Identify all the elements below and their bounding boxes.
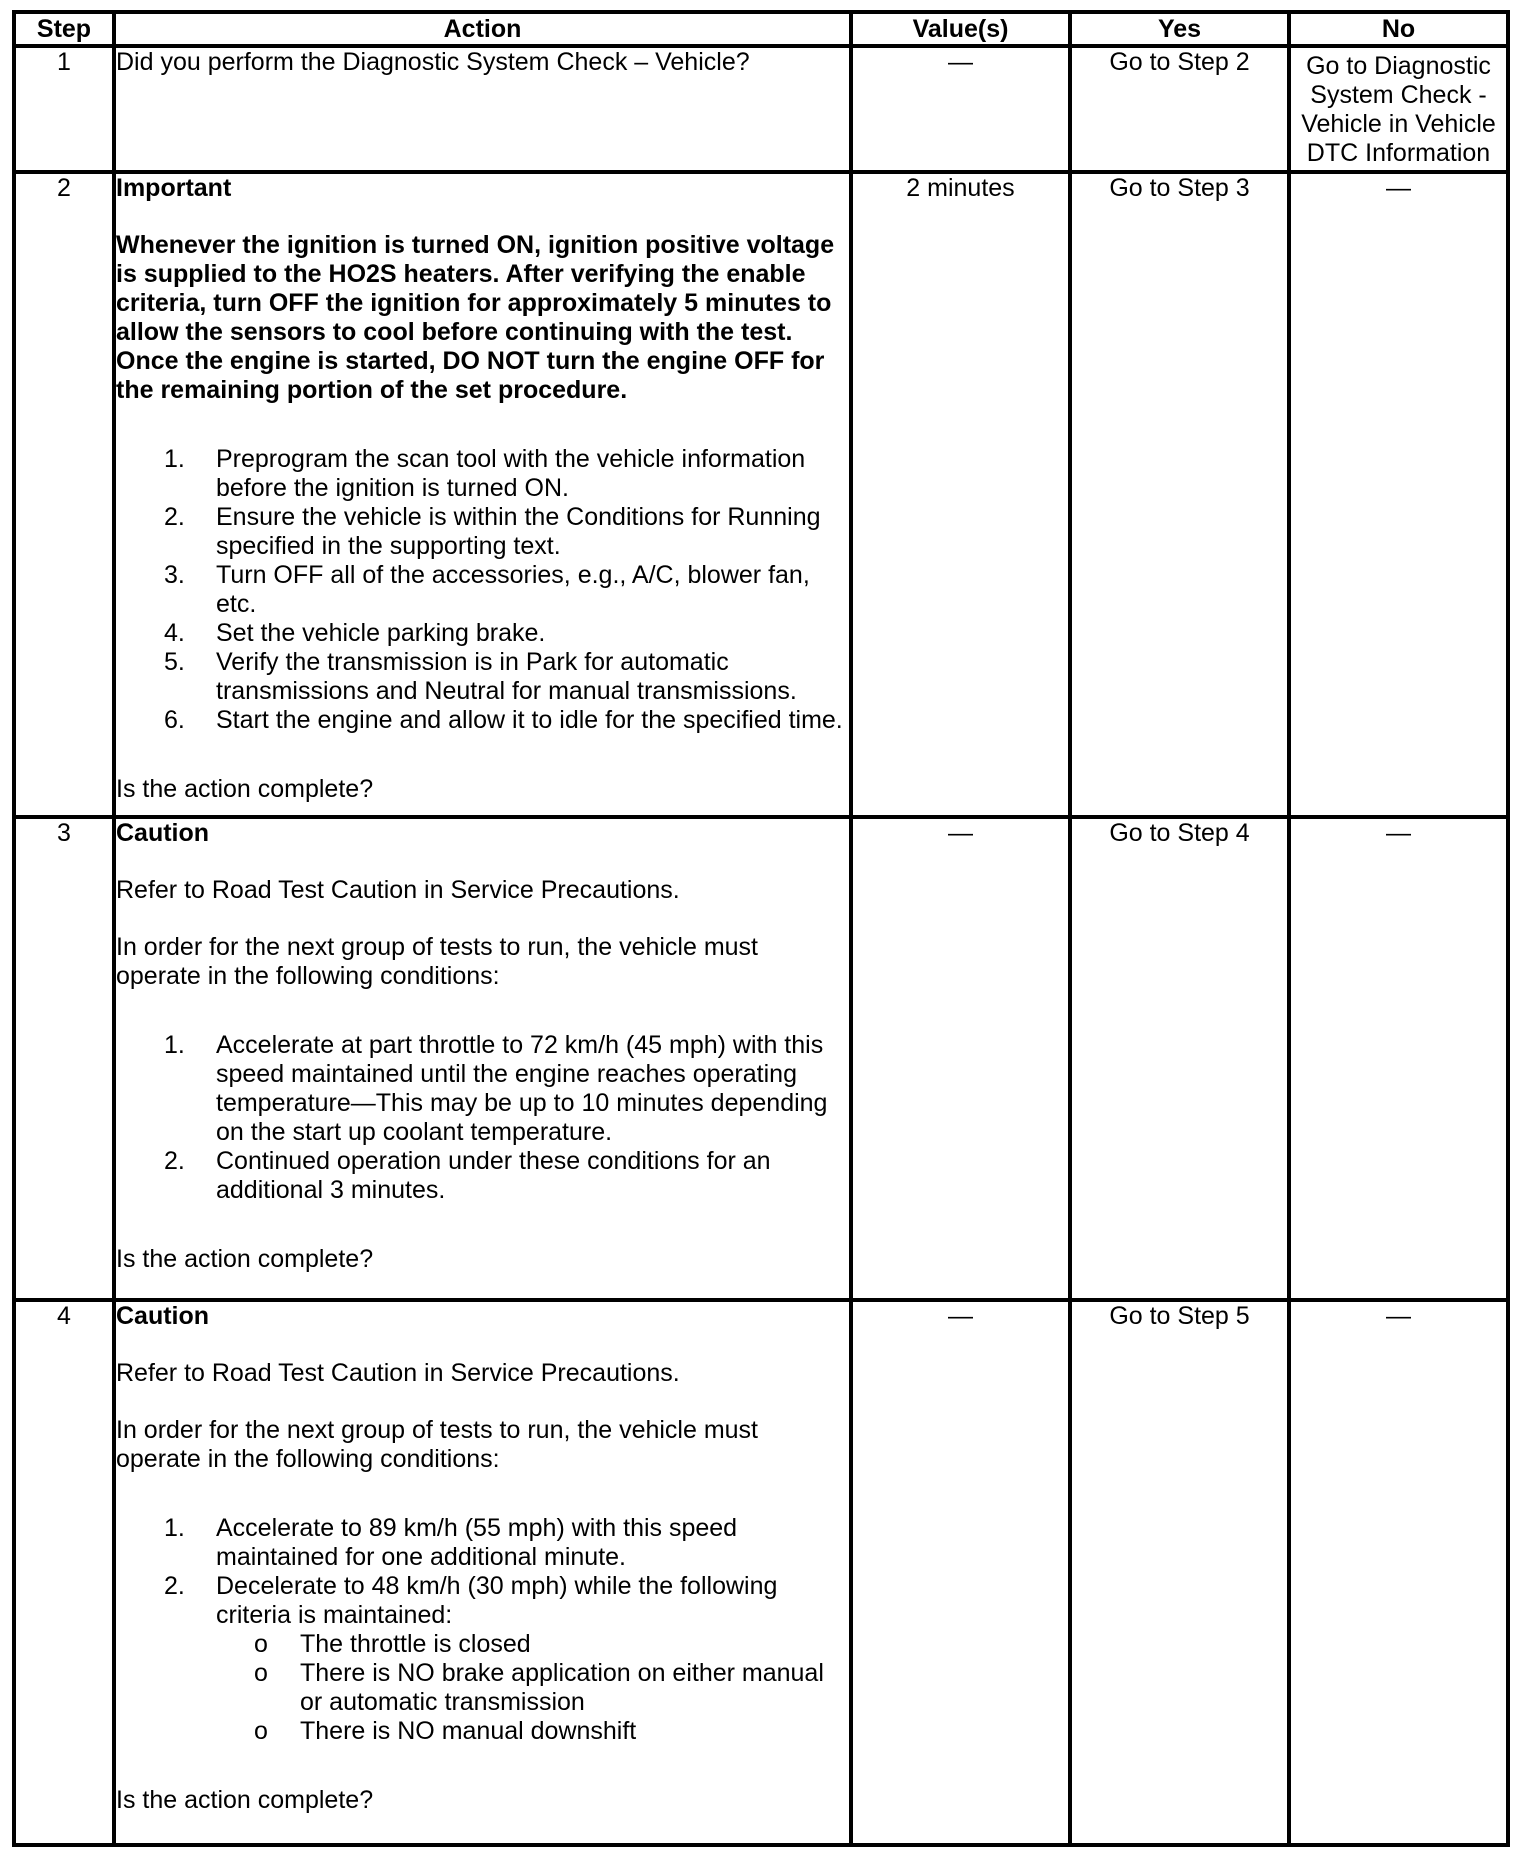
no-cell: — <box>1289 172 1508 817</box>
header-step: Step <box>14 12 114 46</box>
diagnostic-table <box>12 10 1510 1847</box>
action-question: Is the action complete? <box>116 1245 374 1273</box>
list-item: 4. Set the vehicle parking brake. <box>164 619 546 647</box>
table-row <box>14 172 1508 817</box>
header-row <box>14 12 1508 46</box>
conditions-intro: In order for the next group of tests to run, the vehicle must operate in the following conditions: <box>116 1416 759 1473</box>
value-cell: — <box>851 46 1070 172</box>
important-note: Whenever the ignition is turned ON, ignition positive voltage is supplied to the HO2S heaters. After verifying the enable criteria, turn OFF the ignition for approximately 5 minutes to allow the sensors to cool before continuing with the test. Once the engine is started, DO NOT turn the engine OFF for the remaining portion of the set procedure. <box>116 231 835 404</box>
step-number: 1 <box>14 46 114 172</box>
criteria-list <box>216 1630 849 1746</box>
step-number: 2 <box>14 172 114 817</box>
list-item: o There is NO brake application on either manual or automatic transmission <box>254 1659 824 1716</box>
list-item: 1. Accelerate at part throttle to 72 km/h (45 mph) with this speed maintained until the engine reaches operating temperature—This may be up to 10 minutes depending on the start up coolant temperature. <box>164 1031 828 1146</box>
action-question: Is the action complete? <box>116 1786 374 1814</box>
list-item: o There is NO manual downshift <box>254 1717 637 1745</box>
procedure-list <box>116 1514 849 1746</box>
bullet-icon: o <box>254 1717 268 1745</box>
no-cell: — <box>1289 817 1508 1300</box>
header-values: Value(s) <box>851 12 1070 46</box>
bullet-icon: o <box>254 1659 268 1687</box>
bullet-icon: o <box>254 1630 268 1658</box>
header-action: Action <box>114 12 851 46</box>
action-question: Is the action complete? <box>116 775 374 803</box>
value-cell: — <box>851 817 1070 1300</box>
yes-cell: Go to Step 3 <box>1070 172 1289 817</box>
list-item: o The throttle is closed <box>254 1630 531 1658</box>
caution-text: Refer to Road Test Caution in Service Precautions. <box>116 876 680 904</box>
conditions-intro: In order for the next group of tests to run, the vehicle must operate in the following conditions: <box>116 933 759 990</box>
action-cell <box>114 172 851 817</box>
list-item: 2. Ensure the vehicle is within the Conditions for Running specified in the supporting text. <box>164 503 821 560</box>
procedure-list <box>116 445 849 735</box>
step-number: 3 <box>14 817 114 1300</box>
yes-cell: Go to Step 5 <box>1070 1300 1289 1845</box>
value-cell: 2 minutes <box>851 172 1070 817</box>
no-cell: — <box>1289 1300 1508 1845</box>
list-item: 1. Preprogram the scan tool with the vehicle information before the ignition is turned ON. <box>164 445 806 502</box>
action-cell <box>114 817 851 1300</box>
caution-text: Refer to Road Test Caution in Service Precautions. <box>116 1359 680 1387</box>
list-item: 5. Verify the transmission is in Park for automatic transmissions and Neutral for manual transmissions. <box>164 648 797 705</box>
table-row <box>14 1300 1508 1845</box>
action-cell <box>114 1300 851 1845</box>
list-item: 1. Accelerate to 89 km/h (55 mph) with this speed maintained for one additional minute. <box>164 1514 738 1571</box>
yes-cell: Go to Step 4 <box>1070 817 1289 1300</box>
list-item: 3. Turn OFF all of the accessories, e.g., A/C, blower fan, etc. <box>164 561 810 618</box>
yes-cell: Go to Step 2 <box>1070 46 1289 172</box>
important-heading: Important <box>116 174 232 202</box>
header-no: No <box>1289 12 1508 46</box>
action-question: Did you perform the Diagnostic System Check – Vehicle? <box>116 48 750 76</box>
list-item: 2. Continued operation under these conditions for an additional 3 minutes. <box>164 1147 771 1204</box>
caution-heading: Caution <box>116 1302 210 1330</box>
procedure-list <box>116 1031 849 1205</box>
no-cell: Go to Diagnostic System Check - Vehicle in Vehicle DTC Information <box>1289 46 1508 172</box>
caution-heading: Caution <box>116 819 210 847</box>
table-row <box>14 817 1508 1300</box>
table-row <box>14 46 1508 172</box>
list-item: 6. Start the engine and allow it to idle for the specified time. <box>164 706 843 734</box>
value-cell: — <box>851 1300 1070 1845</box>
step-number: 4 <box>14 1300 114 1845</box>
header-yes: Yes <box>1070 12 1289 46</box>
action-cell <box>114 46 851 172</box>
list-item: 2. Decelerate to 48 km/h (30 mph) while the following criteria is maintained: o The throttle is closed o There is NO brake application on either manual or automatic transmission o There is NO manual downshift <box>116 1572 849 1746</box>
